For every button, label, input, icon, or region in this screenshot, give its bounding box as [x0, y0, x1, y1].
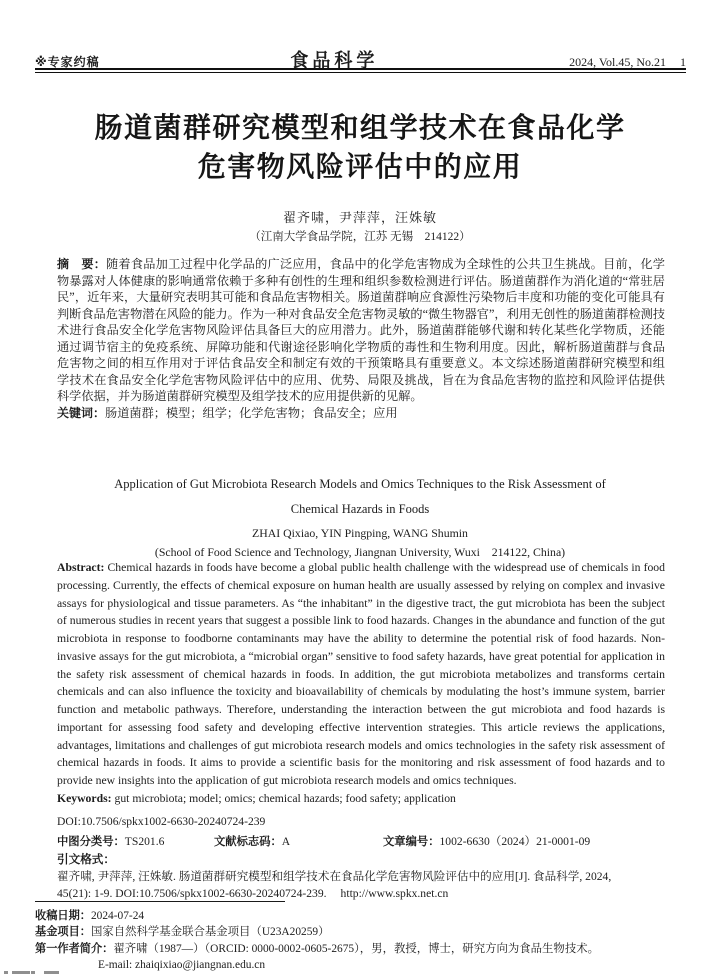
abstract-cn-paragraph: [57, 256, 665, 405]
footnote-email: E-mail: zhaiqixiao@jiangnan.edu.cn: [98, 958, 266, 971]
scan-artifact: [4, 971, 8, 974]
scan-artifact: [31, 971, 35, 974]
keywords-en-text: gut microbiota; model; omics; chemical hazards; food safety; application: [111, 791, 456, 805]
abstract-cn-block: [57, 256, 665, 421]
article-title-cn: [0, 108, 720, 186]
fund-label: 基金项目：: [35, 926, 91, 939]
journal-url: http://www.spkx.net.cn: [340, 887, 449, 900]
article-no-label: 文章编号：: [383, 836, 440, 848]
keywords-cn-label: 关键词：: [57, 405, 106, 420]
clc-field: [57, 833, 164, 849]
author-bio-value: 翟齐啸（1987—）（ORCID: 0000-0002-0605-2675），男，教授，博士，研究方向为食品生物技术。: [113, 942, 599, 955]
keywords-en-label: Keywords:: [57, 791, 112, 805]
affiliation-en: (School of Food Science and Technology, Jiangnan University, Wuxi 214122, China): [154, 545, 566, 559]
issue-volume: 2024, Vol.45, No.21: [569, 55, 666, 69]
citation-line1: 翟齐啸, 尹萍萍, 汪姝敏. 肠道菌群研究模型和组学技术在食品化学危害物风险评估中的应用[J]. 食品科学, 2024,: [57, 870, 612, 883]
citation-format-label: 引文格式：: [57, 853, 115, 866]
keywords-cn-text: 肠道菌群；模型；组学；化学危害物；食品安全；应用: [105, 405, 398, 420]
article-no-field: [383, 833, 590, 849]
citation-line2: [57, 885, 665, 902]
authors-cn: 翟齐啸，尹萍萍，汪姝敏: [282, 210, 437, 225]
header-double-rule: [35, 68, 686, 73]
doc-code-field: [214, 833, 290, 849]
citation-text: [57, 868, 665, 902]
scan-artifact: [12, 971, 30, 974]
author-bio-label: 第一作者简介：: [35, 942, 114, 955]
keywords-cn-line: [57, 405, 665, 422]
clc-label: 中图分类号：: [57, 836, 125, 848]
doi-line: DOI:10.7506/spkx1002-6630-20240724-239: [57, 815, 266, 828]
scan-artifact: [44, 971, 59, 974]
authors-en: ZHAI Qixiao, YIN Pingping, WANG Shumin: [252, 526, 468, 540]
article-no-value: 1002-6630（2024）21-0001-09: [439, 835, 591, 848]
clc-value: TS201.6: [124, 835, 165, 848]
doc-code-value: A: [281, 835, 291, 848]
footnote-received: [35, 908, 685, 924]
affiliation-cn: （江南大学食品学院，江苏 无锡 214122）: [249, 231, 471, 243]
article-title-en: [0, 472, 720, 522]
article-title-en-line1: Application of Gut Microbiota Research Models and Omics Techniques to the Risk Assessment of: [114, 477, 606, 491]
received-label: 收稿日期：: [35, 910, 91, 922]
abstract-cn-text: 随着食品加工过程中化学品的广泛应用，食品中的化学危害物成为全球性的公共卫生挑战。目前，化学物暴露对人体健康的影响通常依赖于多种有创性的生理和组织参数检测进行评估。肠道菌群作为消化道的“常驻居民”，近年来，大量研究表明其可能和食品危害物相关。肠道菌群响应食源性污染物后丰度和功能的变化可能具有判断食品危害物潜在风险的能力。作为一种对食品安全危害物灵敏的“微生物器官”，利用无创性的肠道菌群检测技术进行食品安全化学危害物风险评估具备巨大的应用潜力。此外，肠道菌群能够代谢和转化某些化学物质，还能通过调节宿主的免疫系统、屏障功能和代谢途径影响化学物质的毒性和生物利用度。因此，解析肠道菌群与食品危害物之间的相互作用对于评估食品安全和制定有效的干预策略具有重要意义。本文综述肠道菌群研究模型和组学技术在食品安全化学危害物风险评估中的应用、优势、局限及挑战，旨在为食品危害物的监控和风险评估提供科学依据，并为肠道菌群研究模型及组学技术的应用提供新的见解。: [57, 257, 666, 404]
classification-row: [57, 833, 665, 849]
footnote-rule: [35, 901, 285, 902]
page-number: 1: [679, 55, 686, 69]
abstract-cn-label: 摘 要：: [57, 257, 106, 271]
article-title-en-line2: Chemical Hazards in Foods: [290, 502, 430, 516]
received-value: 2024-07-24: [90, 910, 145, 922]
abstract-en-label: Abstract:: [57, 561, 105, 574]
abstract-en-paragraph: [57, 559, 665, 790]
article-title-cn-line1: 肠道菌群研究模型和组学技术在食品化学: [94, 112, 626, 143]
abstract-en-text: Chemical hazards in foods have become a global public health challenge with the widespread use of chemicals in food processing. Currently, the effects of chemical exposure on human health are usually assessed by relying on complex and invasive assays for physiological and tissue parameters. As “the inhabitant” in the digestive tract, the gut microbiota has been the subject of numerous studies in recent years that suggest a possible link to food hazards. Changes in the abundance and function of the gut microbiota in response to foodborne contaminants may have the ability to determine the potential risk of food hazards. Non-invasive assays for the gut microbiota, a “microbial organ” sensitive to food safety hazards, have great potential for application in the safety risk assessment of chemical hazards in foods. In addition, the gut microbiota metabolizes and transforms certain chemicals and can also influence the toxicity and bioavailability of chemicals by modulating the host’s immune system, barrier function and metabolic pathways. Therefore, understanding the interaction between the gut microbiota and food hazards is important for assessing food safety and developing effective intervention strategies. This article reviews the applications, advantages, limitations and challenges of gut microbiota research models and omics technologies in the safety risk assessment of chemical hazards in foods. It aims to provide a scientific basis for the monitoring and risk assessment of food hazards and to provide new insights into the application of gut microbiota research models and omics techniques.: [57, 561, 665, 787]
footnote-author-bio: [35, 941, 685, 957]
citation-line2-text: 45(21): 1-9. DOI:10.7506/spkx1002-6630-20240724-239.: [57, 887, 327, 900]
abstract-en-block: [57, 559, 665, 808]
journal-logo: 食品科学: [290, 49, 379, 71]
footnote-fund: [35, 924, 685, 940]
article-title-cn-line2: 危害物风险评估中的应用: [197, 151, 523, 182]
header-column-tag: ※专家约稿: [35, 55, 100, 69]
keywords-en-line: [57, 790, 665, 808]
fund-value: 国家自然科学基金联合基金项目（U23A20259）: [90, 926, 330, 939]
footnote-block: [35, 908, 685, 973]
doc-code-label: 文献标志码：: [214, 836, 282, 848]
